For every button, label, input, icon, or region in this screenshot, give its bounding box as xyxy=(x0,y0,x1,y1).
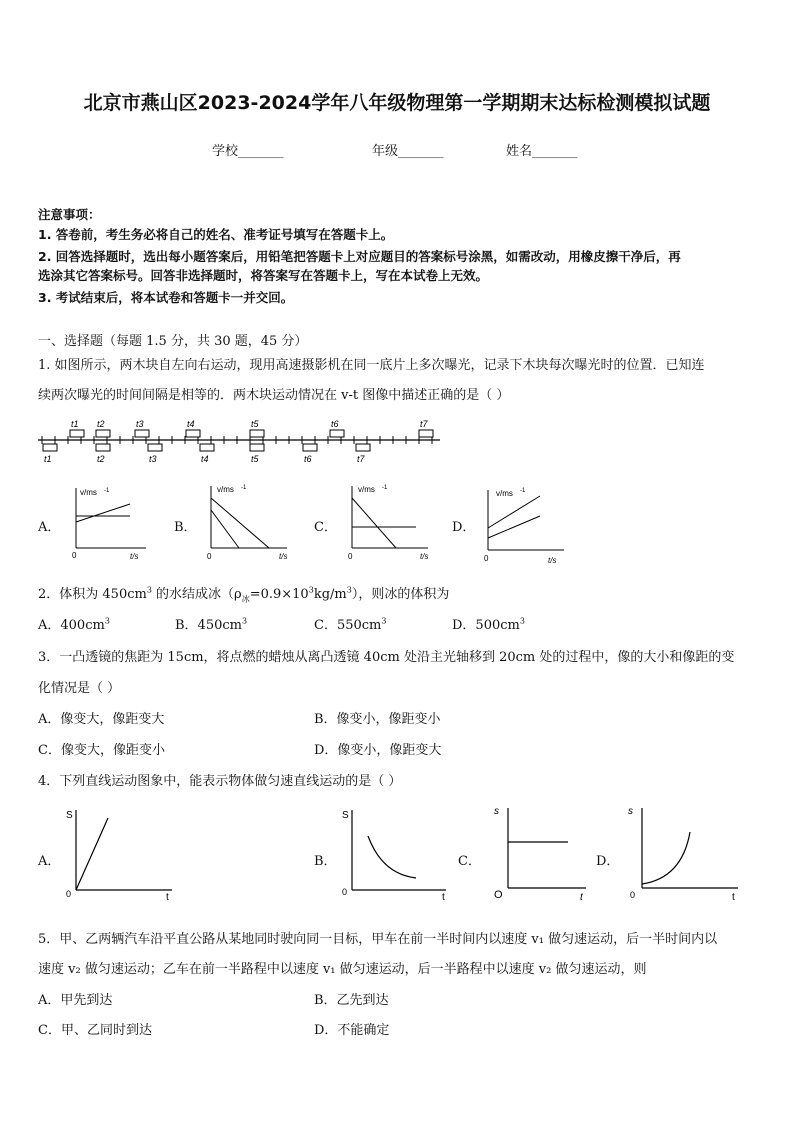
origin-label: 0 xyxy=(207,552,212,561)
wood-block xyxy=(250,430,264,437)
q3-option-d: D．像变小，像距变大 xyxy=(314,743,442,758)
q5-option-c: C．甲、乙同时到达 xyxy=(38,1023,152,1038)
wood-block xyxy=(250,444,264,451)
wood-block xyxy=(43,444,57,451)
origin-label: 0 xyxy=(484,554,489,563)
q1-stem-line1: 1. 如图所示，两木块自左向右运动，现用高速摄影机在同一底片上多次曝光，记录下木块每次曝光时的位置．已知连 xyxy=(38,358,705,373)
q5-option-a: A．甲先到达 xyxy=(38,993,113,1008)
wood-block xyxy=(70,430,84,437)
exposure-label: t7 xyxy=(357,454,365,464)
exposure-label: t5 xyxy=(251,454,259,464)
q1-option-a: A． xyxy=(38,520,61,535)
name-field: 姓名_______ xyxy=(506,144,578,159)
q5-option-d: D．不能确定 xyxy=(314,1023,390,1038)
q4-option-a: A． xyxy=(38,854,61,869)
q4-option-b: B． xyxy=(314,854,337,869)
section-heading: 一、选择题（每题 1.5 分，共 30 题，45 分） xyxy=(38,334,308,349)
axis-label: s xyxy=(494,806,499,817)
axis-label: S xyxy=(342,810,349,821)
axis-label: v/ms xyxy=(217,485,234,494)
origin-label: 0 xyxy=(630,890,636,900)
axis-label: t/s xyxy=(130,552,139,561)
exposure-label: t2 xyxy=(97,419,105,429)
q5-stem-line1: 5．甲、乙两辆汽车沿平直公路从某地同时驶向同一目标，甲车在前一半时间内以速度 v₁ 做匀速运动，后一半时间内以 xyxy=(38,932,718,947)
notice-item: 2. 回答选择题时，选出每小题答案后，用铅笔把答题卡上对应题目的答案标号涂黑，如需改动，用橡皮擦干净后，再 xyxy=(38,249,681,264)
wood-block xyxy=(419,430,433,437)
q4-graph-b xyxy=(338,802,458,902)
axis-label: t/s xyxy=(420,552,429,561)
q4-graph-d xyxy=(622,802,742,902)
q1-exposure-figure xyxy=(38,418,448,466)
q4-option-d: D． xyxy=(596,854,620,869)
q2-option-b: B．$450cm^3$ xyxy=(175,616,248,633)
q1-option-c: C． xyxy=(314,520,337,535)
exposure-label: t7 xyxy=(420,419,428,429)
exposure-label: t2 xyxy=(97,454,105,464)
q4-stem: 4．下列直线运动图象中，能表示物体做匀速直线运动的是（ ） xyxy=(38,774,402,789)
axis-exp: -1 xyxy=(104,488,110,494)
wood-block xyxy=(303,444,317,451)
q2-stem: 2．体积为 $450cm^3$ 的水结成冰$(\rho_冰=0.9\times 10^3kg/m^3)$，则冰的体积为 xyxy=(38,585,450,604)
wood-block xyxy=(330,430,344,437)
q2-option-d: D．$500cm^3$ xyxy=(452,616,525,633)
origin-label: 0 xyxy=(348,552,353,561)
wood-block xyxy=(200,444,214,451)
axis-label: t/s xyxy=(548,556,557,565)
axis-label: t xyxy=(732,892,735,903)
q3-stem-line2: 化情况是（ ） xyxy=(38,681,121,696)
origin-label: 0 xyxy=(66,889,72,899)
axis-label: t xyxy=(166,892,169,903)
q4-graph-a xyxy=(62,802,182,902)
notice-item: 选涂其它答案标号。回答非选择题时，将答案写在答题卡上，写在本试卷上无效。 xyxy=(38,268,489,283)
exposure-label: t5 xyxy=(251,419,259,429)
exposure-label: t3 xyxy=(136,419,144,429)
axis-exp: -1 xyxy=(520,488,526,494)
q1-graph-d xyxy=(482,486,572,566)
q2-option-a: A．$400cm^3$ xyxy=(38,616,110,633)
q3-option-c: C．像变大，像距变小 xyxy=(38,743,165,758)
axis-label: S xyxy=(66,810,73,821)
exposure-label: t4 xyxy=(201,454,209,464)
axis-label: v/ms xyxy=(496,489,513,498)
q1-stem-line2: 续两次曝光的时间间隔是相等的．两木块运动情况在 v-t 图像中描述正确的是（ ） xyxy=(38,388,510,403)
q3-option-b: B．像变小，像距变小 xyxy=(314,712,441,727)
axis-label: t xyxy=(442,892,445,903)
q1-option-d: D． xyxy=(452,520,476,535)
q5-option-b: B．乙先到达 xyxy=(314,993,389,1008)
axis-label: s xyxy=(628,806,633,817)
q1-graph-b xyxy=(205,484,295,564)
wood-block xyxy=(96,444,110,451)
q5-stem-line2: 速度 v₂ 做匀速运动；乙车在前一半路程中以速度 v₁ 做匀速运动，后一半路程中以速度 v₂ 做匀速运动，则 xyxy=(38,962,647,977)
q1-graph-a xyxy=(70,486,150,566)
exposure-label: t3 xyxy=(149,454,157,464)
q2-option-c: C．$550cm^3$ xyxy=(314,616,387,633)
grade-field: 年级_______ xyxy=(372,144,444,159)
exposure-label: t1 xyxy=(44,454,52,464)
exposure-label: t6 xyxy=(304,454,312,464)
axis-label: t xyxy=(580,892,583,903)
notice-heading: 注意事项： xyxy=(38,207,101,222)
axis-label: v/ms xyxy=(80,488,97,497)
origin-label: 0 xyxy=(342,887,348,897)
wood-block xyxy=(356,444,370,451)
page-title: 北京市燕山区2023-2024学年八年级物理第一学期期末达标检测模拟试题 xyxy=(83,92,711,114)
wood-block xyxy=(96,430,110,437)
q1-option-b: B． xyxy=(174,520,197,535)
wood-block xyxy=(135,430,149,437)
notice-item: 3. 考试结束后，将本试卷和答题卡一并交回。 xyxy=(38,290,294,305)
school-field: 学校_______ xyxy=(212,144,284,159)
wood-block xyxy=(148,444,162,451)
exposure-label: t4 xyxy=(187,419,195,429)
axis-label: v/ms xyxy=(358,485,375,494)
origin-label: 0 xyxy=(72,551,77,560)
q4-graph-c xyxy=(486,802,596,902)
q3-option-a: A．像变大，像距变大 xyxy=(38,712,165,727)
notice-item: 1. 答卷前，考生务必将自己的姓名、准考证号填写在答题卡上。 xyxy=(38,227,394,242)
q1-graph-c xyxy=(346,484,436,564)
q3-stem-line1: 3．一凸透镜的焦距为 15cm，将点燃的蜡烛从离凸透镜 40cm 处沿主光轴移到 20cm 处的过程中，像的大小和像距的变 xyxy=(38,650,735,665)
axis-label: t/s xyxy=(279,552,288,561)
axis-exp: -1 xyxy=(241,485,247,491)
origin-label: O xyxy=(494,889,503,901)
axis-exp: -1 xyxy=(382,485,388,491)
q4-option-c: C． xyxy=(458,854,481,869)
exposure-label: t6 xyxy=(331,419,339,429)
wood-block xyxy=(186,430,200,437)
exposure-label: t1 xyxy=(71,419,79,429)
